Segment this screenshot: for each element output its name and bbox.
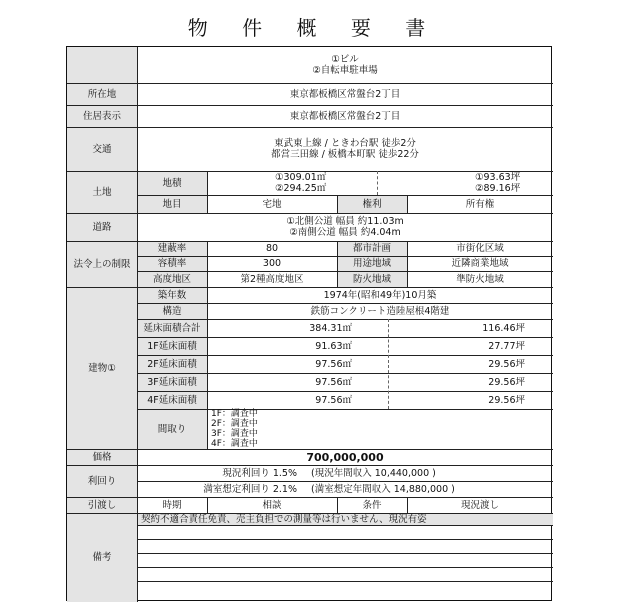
far-label: 容積率 <box>137 256 207 271</box>
floor-area-label-1: 1F延床面積 <box>137 337 207 355</box>
type-label-cell <box>67 47 137 83</box>
law-label: 法令上の制限 <box>67 241 137 287</box>
property-type-line-2: ②自転車駐車場 <box>312 65 378 76</box>
zone-label: 用途地域 <box>337 256 407 271</box>
floor-area-label-3: 3F延床面積 <box>137 373 207 391</box>
transport-line-1: 東武東上線 / ときわ台駅 徒歩2分 <box>274 138 416 149</box>
location-value: 東京都板橋区常盤台2丁目 <box>289 88 401 100</box>
floor-2-tsubo: 29.56坪 <box>488 358 525 370</box>
far-value: 300 <box>262 258 282 269</box>
structure-label: 構造 <box>137 303 207 319</box>
property-type <box>137 47 553 83</box>
floor-1-m2: 91.63㎡ <box>315 340 352 352</box>
floor-2-m2: 97.56㎡ <box>315 358 352 370</box>
floor-area-label-4: 4F延床面積 <box>137 391 207 409</box>
floor-4-m2: 97.56㎡ <box>315 394 352 406</box>
yield-full: 満室想定利回り 2.1% <box>203 483 297 495</box>
layout-label: 間取り <box>137 409 207 449</box>
yield-current: 現況利回り 1.5% <box>222 467 297 479</box>
land-rights-label: 権利 <box>337 195 407 213</box>
layout-line-4: 4F：調査中 <box>211 439 258 449</box>
road-label: 道路 <box>67 213 137 241</box>
land-category-label: 地目 <box>137 195 207 213</box>
land-area-m2-1: ①309.01㎡ <box>275 172 327 183</box>
layout-value <box>207 409 327 449</box>
price-value: 700,000,000 <box>306 450 384 464</box>
yield-current-income: (現況年間収入 10,440,000 ) <box>311 467 436 479</box>
height-value: 第2種高度地区 <box>240 273 304 285</box>
layout-line-1: 1F：調査中 <box>211 409 258 419</box>
yield-label: 利回り <box>67 465 137 497</box>
notes-label: 備考 <box>67 513 137 602</box>
zone-value: 近隣商業地域 <box>451 258 509 269</box>
layout-line-2: 2F：調査中 <box>211 419 258 429</box>
coverage-value: 80 <box>265 243 279 254</box>
age-label: 築年数 <box>137 287 207 303</box>
total-area-m2: 384.31㎡ <box>309 322 352 334</box>
building-label: 建物① <box>67 287 137 449</box>
road-line-1: ①北側公道 幅員 約11.03m <box>286 216 404 227</box>
notes-text: 契約不適合責任免責、売主負担での測量等は行いません、現況有姿 <box>141 513 427 525</box>
coverage-label: 建蔽率 <box>137 241 207 256</box>
floor-area-label-2: 2F延床面積 <box>137 355 207 373</box>
road-line-2: ②南側公道 幅員 約4.04m <box>289 227 401 238</box>
land-category-value: 宅地 <box>262 198 282 210</box>
floor-1-tsubo: 27.77坪 <box>488 340 525 352</box>
floor-4-tsubo: 29.56坪 <box>488 394 525 406</box>
transport-value <box>137 127 553 171</box>
location-label: 所在地 <box>67 83 137 105</box>
land-area-label: 地積 <box>137 171 207 195</box>
urban-value: 市街化区域 <box>456 243 504 254</box>
land-area-m2-2: ②294.25㎡ <box>275 183 327 194</box>
floor-3-tsubo: 29.56坪 <box>488 376 525 388</box>
age-value: 1974年(昭和49年)10月築 <box>323 289 437 301</box>
handover-label: 引渡し <box>67 497 137 513</box>
handover-timing-label: 時期 <box>162 499 182 511</box>
residence-value: 東京都板橋区常盤台2丁目 <box>289 110 401 122</box>
yield-full-income: (満室想定年間収入 14,880,000 ) <box>311 483 455 495</box>
handover-timing-value: 相談 <box>262 499 282 511</box>
land-area-m2 <box>207 171 377 195</box>
total-area-tsubo: 116.46坪 <box>482 322 525 334</box>
transport-label: 交通 <box>67 127 137 171</box>
floor-3-m2: 97.56㎡ <box>315 376 352 388</box>
document-title: 物 件 概 要 書 <box>187 16 440 40</box>
land-area-tsubo-2: ②89.16坪 <box>475 183 521 194</box>
land-label: 土地 <box>67 171 137 213</box>
fire-value: 準防火地域 <box>456 273 504 285</box>
road-value <box>137 213 553 241</box>
layout-line-3: 3F：調査中 <box>211 429 258 439</box>
height-label: 高度地区 <box>137 271 207 287</box>
handover-condition-label: 条件 <box>362 499 382 511</box>
transport-line-2: 都営三田線 / 板橋本町駅 徒歩22分 <box>271 149 419 160</box>
structure-value: 鉄筋コンクリート造陸屋根4階建 <box>310 305 450 317</box>
price-label: 価格 <box>67 449 137 465</box>
property-type-line-1: ①ビル <box>331 54 359 65</box>
fire-label: 防火地域 <box>337 271 407 287</box>
total-area-label: 延床面積合計 <box>137 319 207 337</box>
residence-label: 住居表示 <box>67 105 137 127</box>
handover-condition-value: 現況渡し <box>460 499 499 511</box>
urban-label: 都市計画 <box>337 241 407 256</box>
land-rights-value: 所有権 <box>465 198 495 210</box>
land-area-tsubo-1: ①93.63坪 <box>475 172 521 183</box>
property-summary-sheet <box>66 46 552 601</box>
land-area-tsubo <box>377 171 553 195</box>
